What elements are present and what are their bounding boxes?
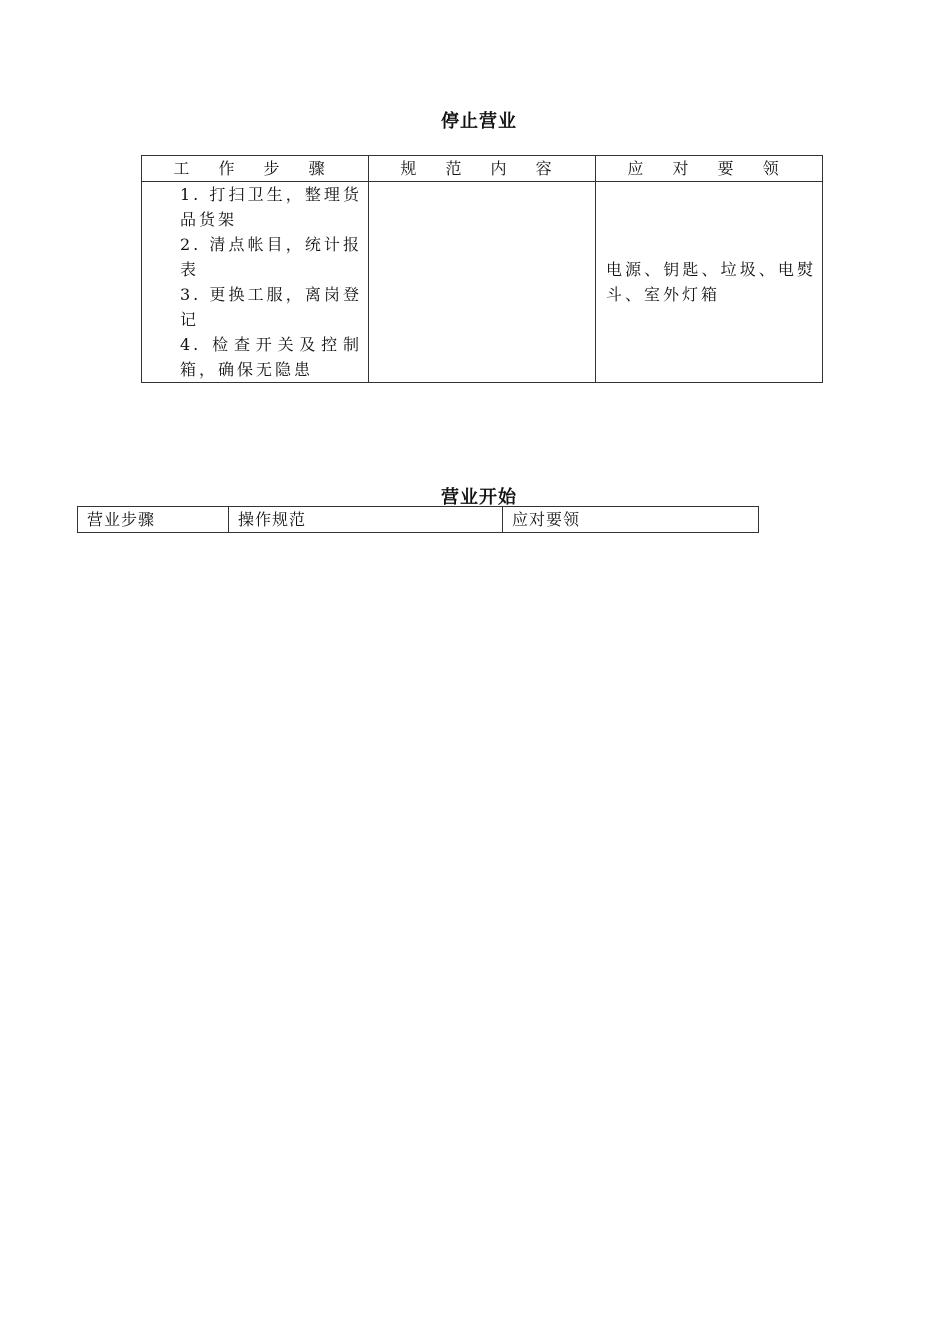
start-business-table <box>77 506 759 533</box>
standard-content-cell <box>369 182 596 383</box>
header-response-points: 应 对 要 领 <box>596 156 823 182</box>
work-steps-cell <box>142 182 369 383</box>
header-standard-content: 规 范 内 容 <box>369 156 596 182</box>
response-points-cell: 电源、钥匙、垃圾、电熨斗、室外灯箱 <box>596 182 823 383</box>
header-work-steps: 工 作 步 骤 <box>142 156 369 182</box>
section-title-start-business: 营业开始 <box>441 487 517 508</box>
section-title-stop-business: 停止营业 <box>441 111 517 132</box>
table-row <box>142 182 823 383</box>
header-business-steps: 营业步骤 <box>78 507 229 533</box>
table-header-row <box>142 156 823 182</box>
header-operation-standard: 操作规范 <box>229 507 503 533</box>
header-response-points: 应对要领 <box>503 507 759 533</box>
step-item: 4. 检查开关及控制箱，确保无隐患 <box>180 335 362 379</box>
stop-business-table <box>141 155 823 383</box>
step-item: 1. 打扫卫生，整理货品货架 <box>180 185 362 229</box>
step-item: 3. 更换工服，离岗登记 <box>180 285 362 329</box>
table-header-row <box>78 507 759 533</box>
step-item: 2. 清点帐目，统计报表 <box>180 235 362 279</box>
